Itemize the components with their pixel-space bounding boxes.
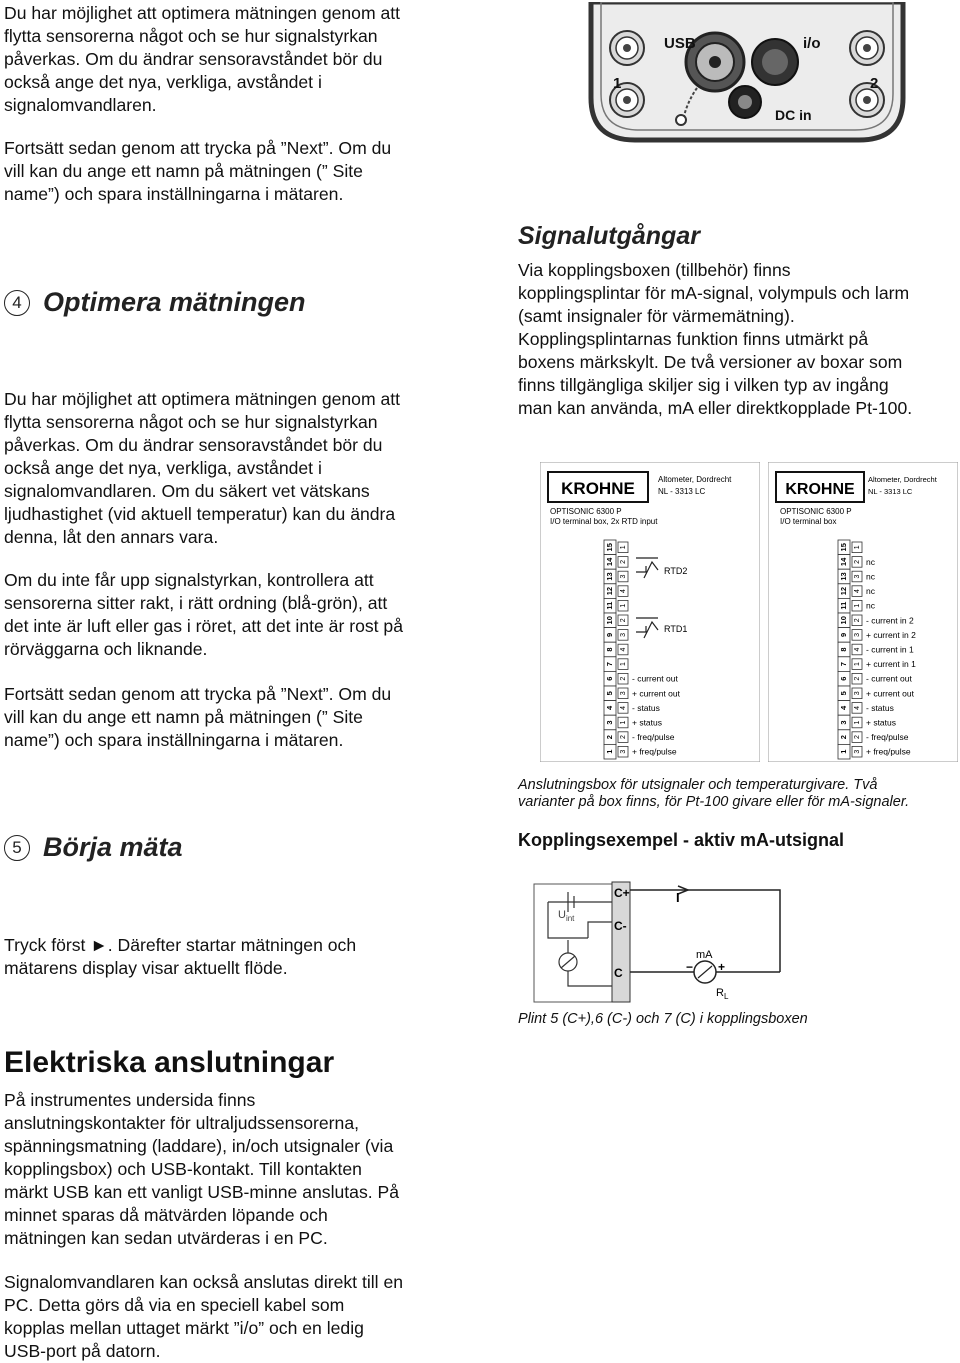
- terminal-function-label: - freq/pulse: [866, 732, 909, 743]
- dc-in-connector: [729, 86, 761, 118]
- terminal-index: 2: [619, 559, 627, 564]
- terminal-index: 1: [619, 720, 627, 725]
- io-label: i/o: [803, 35, 821, 52]
- terminal-index: 2: [853, 618, 861, 623]
- terminal-number: 8: [838, 647, 848, 652]
- current-i-label: I: [676, 890, 680, 905]
- terminal-function-label: - current in 1: [866, 644, 914, 655]
- terminal-index: 1: [619, 662, 627, 667]
- sensor-connector-2-bottom: [850, 83, 884, 117]
- terminal-index: 4: [619, 647, 627, 652]
- terminal-index: 3: [619, 632, 627, 637]
- terminal-number: 5: [838, 691, 848, 696]
- terminal-number: 14: [838, 557, 848, 567]
- model-left: OPTISONIC 6300 P: [550, 507, 622, 516]
- model-right: OPTISONIC 6300 P: [780, 507, 852, 516]
- terminal-function-label: nc: [866, 586, 875, 597]
- maker-right: Altometer, Dordrecht: [868, 475, 937, 484]
- terminal-number: 1: [604, 749, 614, 754]
- terminal-index: 3: [619, 574, 627, 579]
- terminal-number: 6: [604, 676, 614, 681]
- caption-terminals: Plint 5 (C+),6 (C-) och 7 (C) i kopplingsboxen: [518, 1011, 808, 1027]
- terminal-number: 3: [838, 720, 848, 725]
- terminal-c: C: [614, 966, 623, 980]
- desc-right: I/O terminal box: [780, 517, 837, 526]
- terminal-index: 3: [619, 691, 627, 696]
- paragraph-signal-check: Om du inte får upp signalstyrkan, kontrollera att sensorerna sitter rakt, i rätt ordning (blå-grön), att det inte är luft eller gas i röret, att det inte är rost på rörväggarna och liknande.: [4, 570, 403, 659]
- terminal-number: 4: [838, 705, 848, 710]
- terminal-index: 3: [619, 749, 627, 754]
- svg-text:+: +: [718, 960, 726, 974]
- svg-text:−: −: [686, 960, 694, 974]
- connector-panel-image: [587, 2, 907, 144]
- terminal-strip-left: [604, 540, 628, 759]
- section-heading-start: [4, 832, 183, 863]
- terminal-box-ma-label: [768, 462, 958, 762]
- terminal-function-label: + status: [632, 717, 663, 728]
- terminal-function-label: - current out: [866, 673, 912, 684]
- terminal-function-label: - current in 2: [866, 615, 914, 626]
- terminal-index: 4: [853, 589, 861, 594]
- terminal-number: 10: [604, 616, 614, 625]
- paragraph-signal-outputs: Via kopplingsboxen (tillbehör) finns kopplingsplintar för mA-signal, volympuls och larm (samt insignaler för värmemätning). Kopplingsplintarnas funktion finns utmärkt på boxens märkskylt. De två versioner av boxar som finns tillgängliga skiljer sig i vilken typ av ingång man kan använda, mA eller direktkopplade Pt-100.: [518, 260, 913, 418]
- terminal-index: 2: [853, 735, 861, 740]
- terminal-number: 7: [604, 662, 614, 667]
- rl-label: $R_L$: [716, 987, 729, 1001]
- terminal-index: 3: [853, 691, 861, 696]
- terminal-function-label: - status: [866, 702, 894, 713]
- heading-connection-example: Kopplingsexempel - aktiv mA-utsignal: [518, 830, 845, 850]
- terminal-function-label: - current out: [632, 673, 678, 684]
- terminal-index: 1: [619, 545, 627, 550]
- maker-left: Altometer, Dordrecht: [658, 475, 732, 484]
- terminal-number: 15: [604, 543, 614, 552]
- terminal-index: 3: [853, 574, 861, 579]
- terminal-index: 2: [853, 676, 861, 681]
- terminal-number: 9: [838, 632, 848, 637]
- terminal-number: 12: [604, 586, 614, 596]
- paragraph-continue-next: Fortsätt sedan genom att trycka på ”Next”. Om du vill kan du ange ett namn på mätningen (” Site name”) och spara inställningarna i mätaren.: [4, 138, 392, 204]
- code-left: NL - 3313 LC: [658, 487, 706, 496]
- krohne-logo-right: KROHNE: [785, 481, 855, 498]
- paragraph-optimize-detail: Du har möjlighet att optimera mätningen genom att flytta sensorerna något och se hur signalstyrkan påverkas. Om du ändrar sensoravståndet bör du också ange det nya, verkliga, avståndet i signalomvandlaren. Om du säkert vet vätskans ljudhastighet (vid aktuell temperatur) kan du ändra denna, låt den annars vara.: [4, 389, 401, 547]
- section-title-optimize: Optimera mätningen: [43, 287, 306, 317]
- usb-label: USB: [664, 35, 696, 52]
- terminal-index: 4: [619, 589, 627, 594]
- terminal-function-label: - status: [632, 702, 660, 713]
- dc-in-label: DC in: [775, 107, 812, 123]
- code-right: NL - 3313 LC: [868, 487, 913, 496]
- terminal-number: 7: [838, 662, 848, 667]
- terminal-function-label: nc: [866, 600, 875, 611]
- paragraph-pc-connection: Signalomvandlaren kan också anslutas direkt till en PC. Detta görs då via en speciell kabel som kopplas mellan uttaget märkt ”i/o” och en ledig USB-port på datorn.: [4, 1272, 404, 1361]
- section-number-5: 5: [4, 835, 30, 861]
- terminal-index: 4: [853, 705, 861, 710]
- terminal-index: 1: [853, 545, 861, 550]
- terminal-box-rtd-label: [540, 462, 760, 762]
- sensor-connector-1-top: [610, 31, 644, 65]
- paragraph-electrical: På instrumentes undersida finns anslutningskontakter för ultraljudssensorerna, spänningsmatning (laddare), in/och utsignaler (via kopplingsbox) och USB-kontakt. Till kontakten märkt USB kan ett vanligt USB-minne anslutas. På minnet sparas då mätvärden löpande och mätningen kan sedan utvärderas i en PC.: [4, 1090, 400, 1248]
- connector-2-label: 2: [870, 75, 879, 92]
- terminal-number: 14: [604, 557, 614, 567]
- terminal-function-label: + freq/pulse: [632, 746, 677, 757]
- terminal-number: 1: [838, 749, 848, 754]
- terminal-index: 4: [853, 647, 861, 652]
- terminal-number: 11: [604, 601, 614, 610]
- caption-terminal-box: Anslutningsbox för utsignaler och temperaturgivare. Två varianter på box finns, för Pt-100 givare eller för mA-signaler.: [518, 777, 910, 810]
- terminal-number: 2: [838, 735, 848, 740]
- heading-electrical: Elektriska anslutningar: [4, 1046, 335, 1079]
- terminal-function-label: - freq/pulse: [632, 732, 675, 743]
- io-connector: [752, 39, 798, 85]
- terminal-function-label: + freq/pulse: [866, 746, 911, 757]
- terminal-number: 11: [838, 601, 848, 610]
- terminal-index: 2: [619, 618, 627, 623]
- uint-label: $U_{int}$: [558, 909, 575, 923]
- terminal-index: 1: [853, 662, 861, 667]
- terminal-strip-right: [838, 540, 862, 759]
- terminal-function-label: + current in 1: [866, 659, 916, 670]
- desc-left: I/O terminal box, 2x RTD input: [550, 517, 658, 526]
- terminal-number: 9: [604, 632, 614, 637]
- terminal-function-label: + current in 2: [866, 629, 916, 640]
- terminal-number: 10: [838, 616, 848, 625]
- terminal-number: 4: [604, 705, 614, 710]
- section-heading-optimize: [4, 287, 306, 318]
- terminal-index: 1: [853, 603, 861, 608]
- sensor-connector-2-top: [850, 31, 884, 65]
- rtd2-label: RTD2: [664, 566, 688, 576]
- section-title-start: Börja mäta: [43, 832, 183, 862]
- paragraph-continue-next-2: Fortsätt sedan genom att trycka på ”Next”. Om du vill kan du ange ett namn på mätningen (” Site name”) och spara inställningarna i mätaren.: [4, 684, 392, 750]
- heading-signal-outputs: Signalutgångar: [518, 222, 700, 250]
- terminal-number: 12: [838, 586, 848, 596]
- ma-label: mA: [696, 949, 713, 961]
- section-number-4: 4: [4, 290, 30, 316]
- terminal-cplus: C+: [614, 886, 630, 900]
- terminal-index: 3: [853, 632, 861, 637]
- terminal-number: 15: [838, 543, 848, 552]
- terminal-function-label: + current out: [866, 688, 914, 699]
- terminal-function-label: nc: [866, 556, 875, 567]
- terminal-function-label: + current out: [632, 688, 680, 699]
- terminal-index: 2: [853, 559, 861, 564]
- terminal-index: 3: [853, 749, 861, 754]
- terminal-index: 1: [853, 720, 861, 725]
- terminal-index: 2: [619, 676, 627, 681]
- circuit-diagram: [528, 880, 788, 1005]
- terminal-number: 6: [838, 676, 848, 681]
- terminal-index: 4: [619, 705, 627, 710]
- paragraph-optimize-intro: Du har möjlighet att optimera mätningen genom att flytta sensorerna något och se hur signalstyrkan påverkas. Om du ändrar sensoravståndet bör du också ange det nya, verkliga, avståndet i signalomvandlaren.: [4, 3, 401, 115]
- paragraph-press-start: Tryck först ►. Därefter startar mätningen och mätarens display visar aktuellt flöde.: [4, 935, 357, 978]
- terminal-cminus: C-: [614, 919, 627, 933]
- terminal-number: 8: [604, 647, 614, 652]
- connector-1-label: 1: [613, 75, 622, 92]
- terminal-number: 2: [604, 735, 614, 740]
- terminal-index: 2: [619, 735, 627, 740]
- terminal-number: 13: [838, 572, 848, 581]
- terminal-function-label: nc: [866, 571, 875, 582]
- rtd1-label: RTD1: [664, 624, 688, 634]
- terminal-index: 1: [619, 603, 627, 608]
- terminal-number: 5: [604, 691, 614, 696]
- terminal-function-label: + status: [866, 717, 897, 728]
- terminal-number: 3: [604, 720, 614, 725]
- terminal-number: 13: [604, 572, 614, 581]
- krohne-logo-left: KROHNE: [561, 479, 635, 498]
